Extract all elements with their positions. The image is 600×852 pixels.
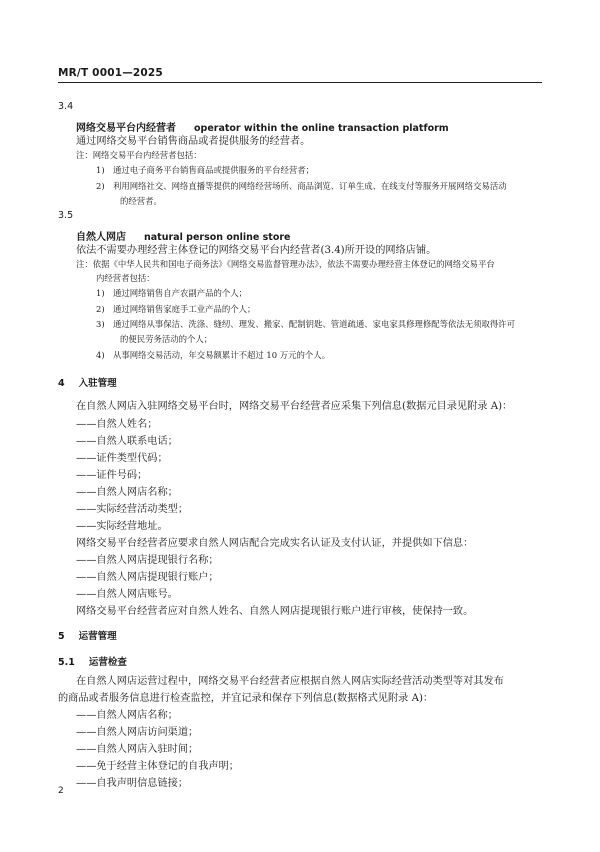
term-3-4-item: 2) 利用网络社交、网络直播等提供的网络经营场所、商品浏览、订单生成、在线支付等服务开展网络交易活动 bbox=[96, 181, 507, 191]
list-item: ——自然人姓名； bbox=[76, 419, 158, 430]
term-3-5-item: 4) 从事网络交易活动，年交易额累计不超过 10 万元的个人。 bbox=[96, 350, 330, 360]
list-item: ——自然人网店提现银行名称； bbox=[76, 555, 219, 566]
section-4-para: 网络交易平台经营者应要求自然人网店配合完成实名认证及支付认证，并提供如下信息： bbox=[76, 538, 474, 549]
section-5-para-line: 在自然人网店运营过程中，网络交易平台经营者应根据自然人网店实际经营活动类型等对其发布 bbox=[76, 676, 504, 687]
term-3-5-item: 1) 通过网络销售自产农副产品的个人； bbox=[96, 288, 247, 298]
list-item: ——自然人网店入驻时间； bbox=[76, 744, 199, 755]
list-item: ——自然人网店访问渠道； bbox=[76, 727, 199, 738]
term-3-4-en: operator within the online transaction platform bbox=[194, 123, 449, 134]
term-3-4-item-cont: 的经营者。 bbox=[120, 196, 162, 206]
section-4-title: 入驻管理 bbox=[78, 378, 117, 389]
term-3-5-item-cont: 的便民劳务活动的个人； bbox=[120, 334, 213, 344]
term-3-4-zh: 网络交易平台内经营者 bbox=[76, 123, 176, 134]
term-3-5-note-line: 注：依据《中华人民共和国电子商务法》《网络交易监督管理办法》，依法不需要办理经营主体登记的网络交易平台 bbox=[76, 259, 495, 269]
term-3-5-item: 3) 通过网络从事保洁、洗涤、缝纫、理发、搬家、配制钥匙、管道疏通、家电家具修理修配等依法无须取得许可 bbox=[96, 319, 515, 329]
section-4-intro: 在自然人网店入驻网络交易平台时，网络交易平台经营者应采集下列信息(数据元目录见附录 A)： bbox=[76, 401, 513, 412]
term-3-5-definition: 依法不需要办理经营主体登记的网络交易平台内经营者(3.4)所开设的网络店铺。 bbox=[76, 245, 437, 256]
term-3-4-definition: 通过网络交易平台销售商品或者提供服务的经营者。 bbox=[76, 136, 311, 147]
list-item: ——证件号码； bbox=[76, 470, 148, 481]
term-3-5-item: 2) 通过网络销售家庭手工业产品的个人； bbox=[96, 304, 256, 314]
section-5-para-line: 的商品或者服务信息进行检查监控，并宜记录和保存下列信息(数据格式见附录 A)： bbox=[58, 693, 434, 704]
section-4-para: 网络交易平台经营者应对自然人姓名、自然人网店提现银行账户进行审核，使保持一致。 bbox=[76, 606, 474, 617]
list-item: ——免于经营主体登记的自我声明； bbox=[76, 761, 239, 772]
section-4-heading bbox=[58, 375, 117, 389]
list-item: ——自然人网店提现银行账户； bbox=[76, 572, 219, 583]
header-rule bbox=[58, 82, 542, 83]
section-5-1-title: 运营检查 bbox=[88, 657, 127, 668]
section-5-heading bbox=[58, 628, 117, 642]
list-item: ——自然人联系电话； bbox=[76, 436, 178, 447]
term-3-5-zh: 自然人网店 bbox=[76, 232, 126, 243]
section-5-number: 5 bbox=[58, 631, 65, 642]
list-item: ——自然人网店账号。 bbox=[76, 589, 178, 600]
list-item: ——证件类型代码； bbox=[76, 453, 168, 464]
term-3-5-number: 3.5 bbox=[58, 210, 74, 221]
term-3-4-item: 1) 通过电子商务平台销售商品或提供服务的平台经营者； bbox=[96, 165, 314, 175]
term-3-4-note-label: 注：网络交易平台内经营者包括： bbox=[76, 150, 202, 160]
document-code: MR/T 0001—2025 bbox=[58, 67, 163, 79]
list-item: ——自然人网店名称； bbox=[76, 487, 178, 498]
list-item: ——自我声明信息链接； bbox=[76, 778, 189, 789]
section-4-number: 4 bbox=[58, 378, 65, 389]
page-number: 2 bbox=[58, 786, 64, 796]
section-5-1-number: 5.1 bbox=[58, 657, 75, 668]
term-3-5-en: natural person online store bbox=[144, 232, 291, 243]
term-3-4-number: 3.4 bbox=[58, 101, 74, 112]
list-item: ——实际经营活动类型； bbox=[76, 504, 189, 515]
section-5-title: 运营管理 bbox=[78, 631, 117, 642]
section-5-1-heading bbox=[58, 654, 127, 668]
term-3-5-note-line: 内经营者包括： bbox=[96, 273, 155, 283]
list-item: ——实际经营地址。 bbox=[76, 521, 168, 532]
list-item: ——自然人网店名称； bbox=[76, 710, 178, 721]
